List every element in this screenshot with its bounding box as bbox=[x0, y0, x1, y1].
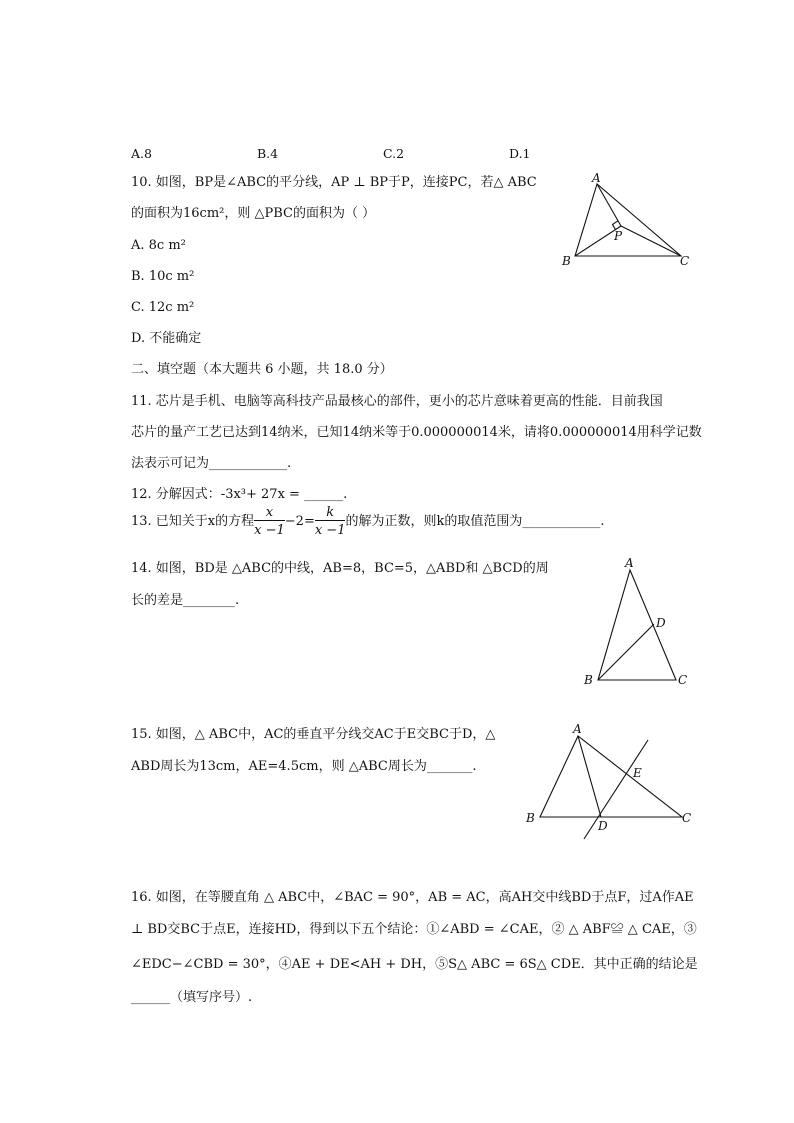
q13-suffix: 的解为正数，则k的取值范围为____________. bbox=[345, 514, 605, 529]
q13-frac2-numerator: k bbox=[326, 505, 335, 520]
q10-segment-ap bbox=[597, 184, 621, 226]
q13-frac1-numerator: x bbox=[265, 505, 274, 520]
q10-label-p: P bbox=[614, 229, 623, 243]
q15-figure bbox=[522, 722, 702, 847]
q15-label-c: C bbox=[682, 811, 692, 825]
q14-line2: 长的差是________. bbox=[131, 593, 240, 608]
q13-mid: −2= bbox=[284, 514, 315, 529]
q16-line4: ______（填写序号）. bbox=[131, 990, 253, 1005]
q9-option-b: B.4 bbox=[257, 146, 279, 161]
q10-label-b: B bbox=[562, 254, 571, 268]
q10-label-a: A bbox=[592, 171, 601, 185]
q14-label-b: B bbox=[584, 673, 593, 687]
q10-figure bbox=[555, 172, 705, 272]
q15-label-e: E bbox=[633, 766, 642, 780]
q13-line bbox=[131, 505, 605, 541]
q12-line: 12. 分解因式：-3x³+ 27x = ______. bbox=[131, 487, 348, 502]
section-header-fill-blank: 二、填空题（本大题共 6 小题，共 18.0 分） bbox=[131, 362, 393, 377]
q14-figure bbox=[580, 555, 700, 695]
q9-option-c: C.2 bbox=[383, 146, 405, 161]
q14-label-c: C bbox=[678, 673, 688, 687]
q16-line3: ∠EDC−∠CBD = 30°，④AE + DE<AH + DH，⑤S△ ABC = 6S△ CDE．其中正确的结论是 bbox=[131, 957, 698, 972]
q11-line2: 芯片的量产工艺已达到14纳米，已知14纳米等于0.000000014米，请将0.000000014用科学记数 bbox=[131, 425, 702, 440]
q9-option-a: A.8 bbox=[131, 146, 152, 161]
q13-fraction-1 bbox=[254, 505, 285, 538]
q15-segment-ad bbox=[578, 736, 601, 817]
q10-option-b: B. 10c m² bbox=[131, 269, 195, 284]
q11-line1: 11. 芯片是手机、电脑等高科技产品最核心的部件，更小的芯片意味着更高的性能．目前我国 bbox=[131, 394, 663, 409]
q10-option-a: A. 8c m² bbox=[131, 238, 186, 253]
q13-prefix: 13. 已知关于x的方程 bbox=[131, 514, 255, 529]
q14-label-a: A bbox=[625, 556, 634, 570]
q16-line1: 16. 如图，在等腰直角 △ ABC中，∠BAC = 90°，AB = AC，高AH交中线BD于点F，过A作AE bbox=[131, 890, 694, 905]
q10-option-c: C. 12c m² bbox=[131, 300, 195, 315]
q10-label-c: C bbox=[680, 254, 690, 268]
q14-line1: 14. 如图，BD是 △ABC的中线，AB=8，BC=5，△ABD和 △BCD的周 bbox=[131, 561, 549, 576]
q16-line2: ⊥ BD交BC于点E，连接HD，得到以下五个结论：①∠ABD = ∠CAE，② △ ABF≌ △ CAE，③ bbox=[131, 922, 697, 937]
q15-label-d: D bbox=[598, 819, 608, 833]
q10-stem-line1: 10. 如图，BP是∠ABC的平分线，AP ⊥ BP于P，连接PC，若△ ABC bbox=[131, 175, 537, 190]
q9-option-d: D.1 bbox=[509, 146, 531, 161]
q10-stem-line2: 的面积为16cm²，则 △PBC的面积为（ ） bbox=[131, 206, 376, 221]
q15-line2: ABD周长为13cm，AE=4.5cm，则 △ABC周长为_______. bbox=[131, 759, 477, 774]
q14-label-d: D bbox=[656, 616, 666, 630]
q15-line1: 15. 如图，△ ABC中，AC的垂直平分线交AC于E交BC于D，△ bbox=[131, 727, 496, 742]
q15-triangle-abc bbox=[540, 736, 682, 817]
q13-fraction-2 bbox=[315, 505, 346, 538]
q13-frac1-denominator: x −1 bbox=[254, 520, 285, 538]
q15-label-a: A bbox=[573, 722, 582, 736]
q10-option-d: D. 不能确定 bbox=[131, 331, 202, 346]
q13-frac2-denominator: x −1 bbox=[315, 520, 346, 538]
q15-label-b: B bbox=[526, 811, 535, 825]
q11-line3: 法表示可记为____________. bbox=[131, 456, 292, 471]
